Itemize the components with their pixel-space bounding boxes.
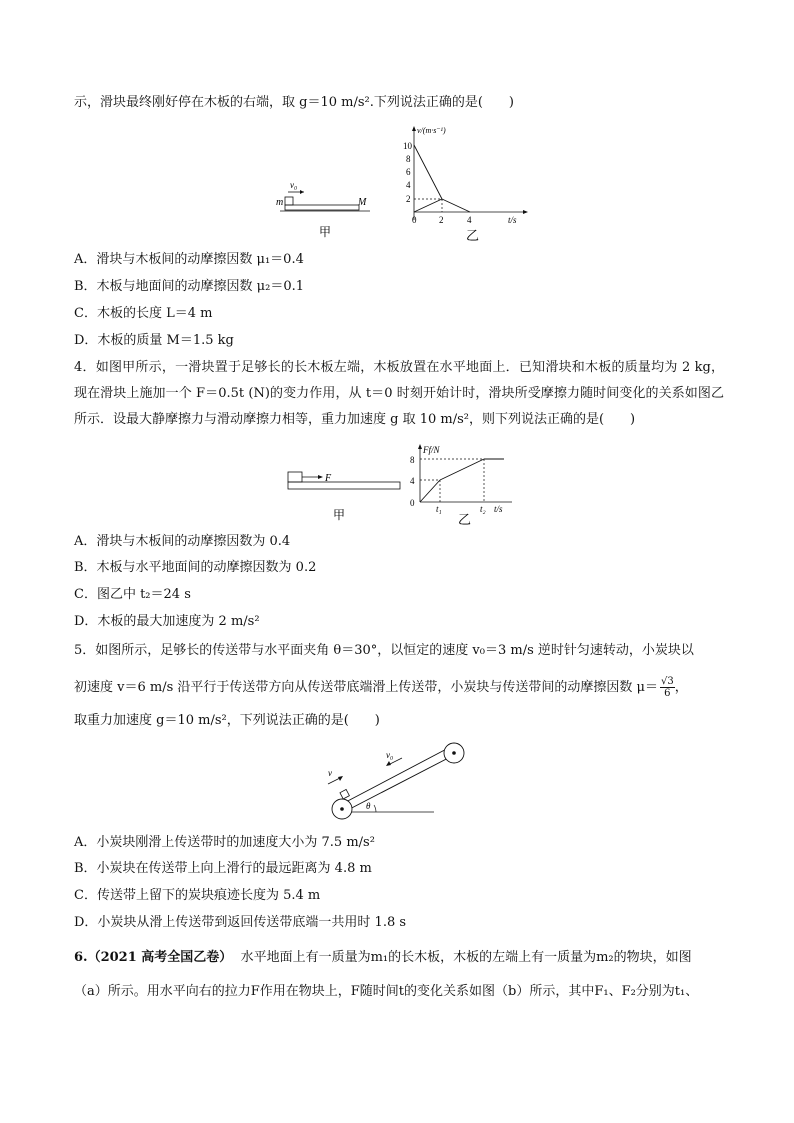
q3-yi-line-board-up xyxy=(414,199,442,212)
q5-belt-bottom xyxy=(342,754,456,813)
q5-stem-line1: 5．如图所示，足够长的传送带与水平面夹角 θ＝30°，以恒定的速度 v₀＝3 m/s 逆时针匀速转动，小炭块以 xyxy=(74,643,694,658)
q3-yi-xtick-0: 0 xyxy=(412,215,417,225)
q3-option-a: A．滑块与木板间的动摩擦因数 μ₁＝0.4 xyxy=(74,252,304,267)
q6-number: 6. xyxy=(74,950,88,965)
q4-jia-F-label: F xyxy=(325,473,332,484)
q3-yi-ytick-6: 6 xyxy=(406,167,411,177)
q3-yi-ytick-8: 8 xyxy=(406,154,411,164)
q3-yi-ytick-10: 10 xyxy=(403,141,412,151)
q3-yi-xtick-2: 2 xyxy=(439,215,444,225)
q4-option-d: D．木板的最大加速度为 2 m/s² xyxy=(74,614,260,629)
q5-v0-label: v₀ xyxy=(386,750,394,760)
q5-mu-numerator: √3 xyxy=(660,676,674,687)
q3-jia-M-label: M xyxy=(358,197,367,208)
q4-figure-yi xyxy=(400,442,520,532)
q4-yi-line-rise1 xyxy=(420,480,440,502)
q3-stem-tail: 示，滑块最终刚好停在木板的右端，取 g＝10 m/s².下列说法正确的是( ) xyxy=(74,95,514,110)
q4-figure-jia xyxy=(283,467,408,525)
q3-jia-v0-label: v₀ xyxy=(290,180,298,190)
q4-jia-caption: 甲 xyxy=(333,508,346,522)
q3-yi-xtick-4: 4 xyxy=(467,215,472,225)
q5-v-arrowhead xyxy=(338,776,343,781)
q3-figure-jia xyxy=(270,178,380,242)
q3-option-d: D．木板的质量 M＝1.5 kg xyxy=(74,333,234,348)
q3-option-b: B．木板与地面间的动摩擦因数 μ₂＝0.1 xyxy=(74,279,305,294)
q5-stem-line2 xyxy=(74,676,688,699)
q4-option-b: B．木板与水平地面间的动摩擦因数为 0.2 xyxy=(74,560,317,575)
q5-mu-fraction xyxy=(660,676,675,699)
q4-yi-xlabel: t/s xyxy=(494,504,503,514)
q4-jia-force-arrowhead xyxy=(318,475,323,479)
q4-yi-ytick-8: 8 xyxy=(410,455,415,465)
q5-bottom-pulley-axle xyxy=(340,807,344,811)
q5-stem-line3: 取重力加速度 g＝10 m/s²，下列说法正确的是( ) xyxy=(74,713,380,728)
q3-yi-line-common xyxy=(442,199,470,212)
q5-mu-denominator: 6 xyxy=(664,688,671,699)
q6-line1-text: 水平地面上有一质量为m₁的长木板，木板的左端上有一质量为m₂的物块，如图 xyxy=(240,950,692,965)
q4-yi-xtick-t2: t₂ xyxy=(480,504,486,514)
q3-yi-x-arrowhead xyxy=(523,210,528,214)
q4-yi-line-rise2 xyxy=(440,459,484,480)
q4-yi-xtick-t1: t₁ xyxy=(436,504,442,514)
q3-option-c: C．木板的长度 L＝4 m xyxy=(74,306,213,321)
q5-option-d: D．小炭块从滑上传送带到返回传送带底端一共用时 1.8 s xyxy=(74,915,407,930)
q4-yi-y-arrowhead xyxy=(418,444,422,449)
q3-jia-block xyxy=(285,197,293,205)
q5-v0-arrowhead xyxy=(386,761,391,766)
q5-belt-top xyxy=(342,744,456,804)
q3-jia-m-label: m xyxy=(276,197,284,208)
q4-jia-board xyxy=(288,482,400,489)
q4-option-a: A．滑块与木板间的动摩擦因数为 0.4 xyxy=(74,534,291,549)
q3-yi-ytick-2: 2 xyxy=(406,194,411,204)
q3-jia-board xyxy=(285,205,359,210)
q3-jia-v0-arrowhead xyxy=(300,190,304,194)
q5-stem-line2-end: ， xyxy=(674,680,688,695)
q6-line2: （a）所示。用水平向右的拉力F作用在物块上，F随时间t的变化关系如图（b）所示，其中F₁、F₂分别为t₁、 xyxy=(74,984,699,999)
q5-stem-line2-text: 初速度 v＝6 m/s 沿平行于传送带方向从传送带底端滑上传送带，小炭块与传送带间的动摩擦因数 μ＝ xyxy=(74,680,658,695)
q5-belt-figure xyxy=(314,736,474,822)
q3-yi-ytick-4: 4 xyxy=(406,180,411,190)
q5-carbon-block xyxy=(340,789,349,798)
q4-yi-caption: 乙 xyxy=(458,512,472,527)
q4-jia-block xyxy=(288,472,302,482)
q6-source: （2021 高考全国乙卷） xyxy=(87,950,233,965)
q4-yi-ytick-4: 4 xyxy=(410,476,415,486)
q4-yi-ytick-0: 0 xyxy=(410,498,415,508)
q6-line1 xyxy=(74,949,692,967)
q3-yi-ylabel: v/(m·s⁻¹) xyxy=(417,126,446,135)
q3-figure-yi xyxy=(396,122,536,242)
q3-yi-xlabel: t/s xyxy=(508,215,517,225)
q5-theta-label: θ xyxy=(366,801,371,811)
q5-top-pulley-axle xyxy=(452,751,456,755)
q3-jia-caption: 甲 xyxy=(319,225,332,239)
q4-option-c: C．图乙中 t₂＝24 s xyxy=(74,587,191,602)
q4-stem: 4．如图甲所示，一滑块置于足够长的长木板左端，木板放置在水平地面上．已知滑块和木板的质量均为 2 kg，现在滑块上施加一个 F＝0.5t (N)的变力作用，从 t＝0 时刻开始计时，滑块所受摩擦力随时间变化的关系如图乙所示．设最大静摩擦力与滑动摩擦力相等，重力加速度 g 取 10 m/s²，则下列说法正确的是( ) xyxy=(74,360,724,427)
q3-yi-line-block xyxy=(414,145,442,199)
q5-option-b: B．小炭块在传送带上向上滑行的最远距离为 4.8 m xyxy=(74,861,372,876)
q5-v-label: v xyxy=(328,768,332,778)
q4-yi-ylabel: Ff/N xyxy=(423,445,440,455)
q3-yi-y-arrowhead xyxy=(412,126,416,131)
q5-option-c: C．传送带上留下的炭块痕迹长度为 5.4 m xyxy=(74,888,321,903)
q5-option-a: A．小炭块刚滑上传送带时的加速度大小为 7.5 m/s² xyxy=(74,835,375,850)
q3-yi-caption: 乙 xyxy=(466,228,480,242)
q5-theta-arc xyxy=(374,805,376,812)
